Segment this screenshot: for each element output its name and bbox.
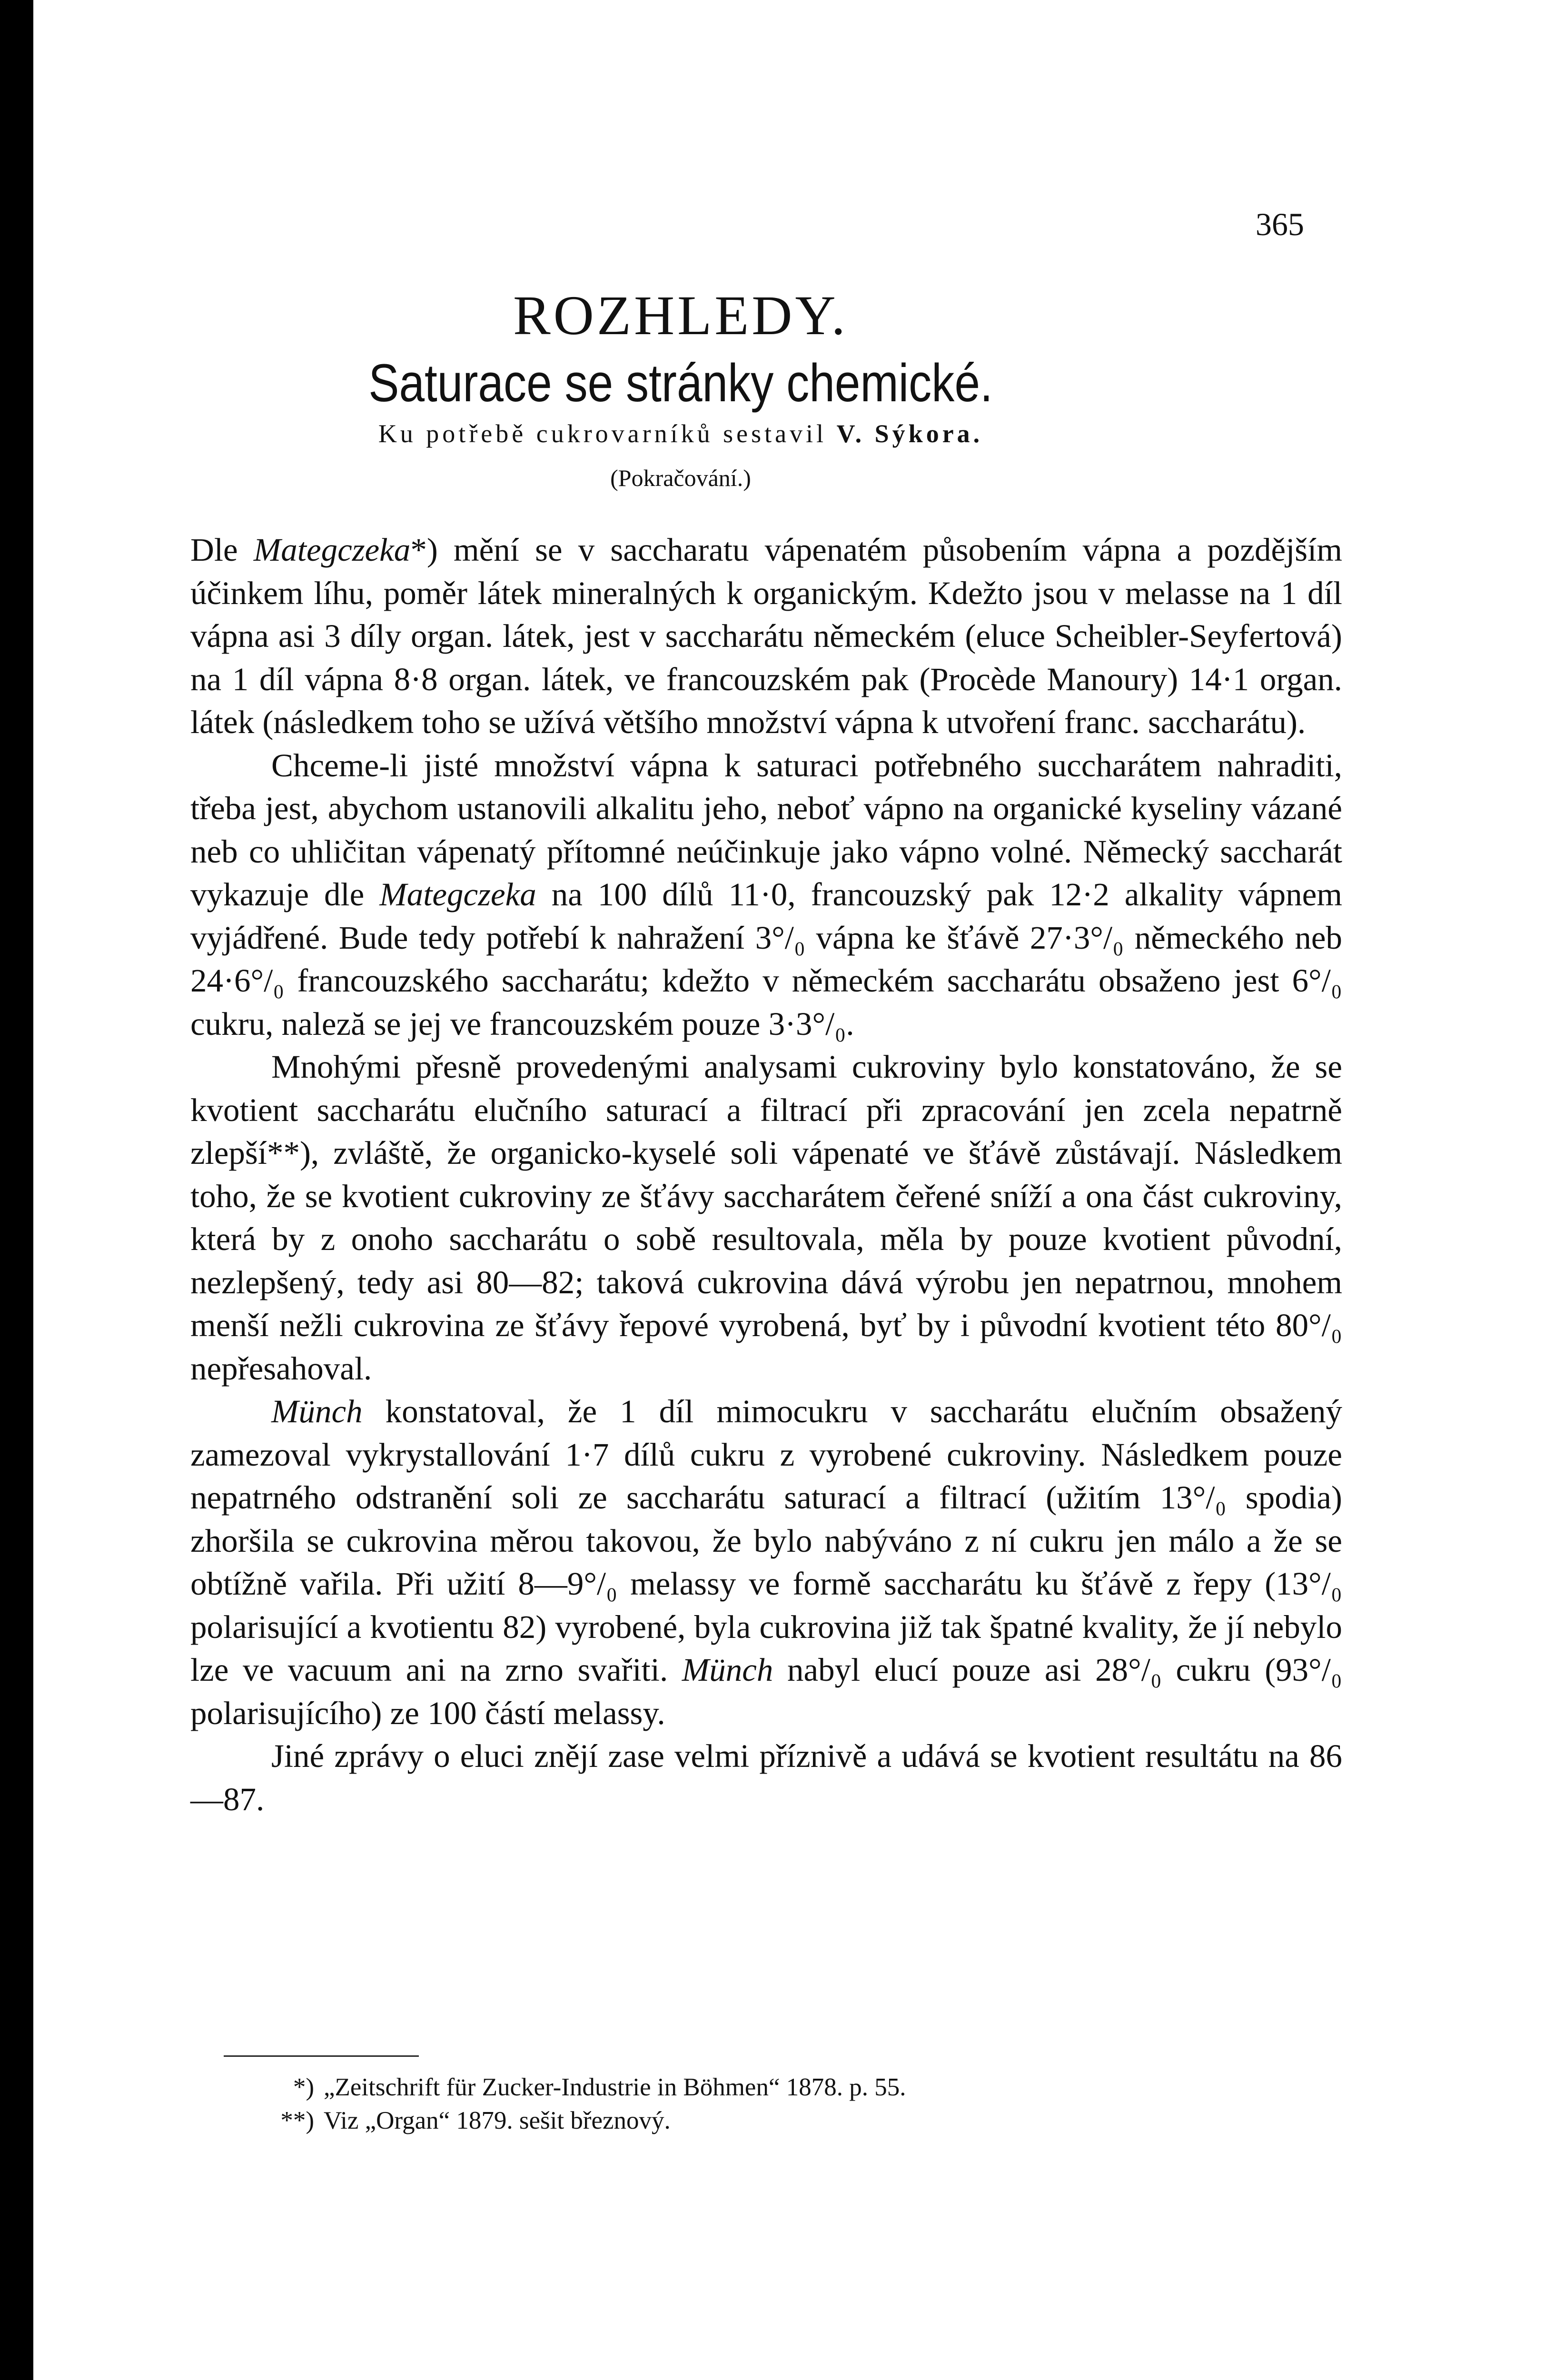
- paragraph: [190, 1045, 1342, 1390]
- text-run: nabyl elucí pouze asi 28°/₀ cukru (93°/₀ polarisujícího) ze 100 částí melassy.: [190, 1652, 1342, 1731]
- italic-name: Mategczeka: [253, 532, 411, 568]
- footnote: [252, 2071, 1252, 2104]
- article-title: Saturace se stránky chemické.: [368, 353, 993, 413]
- text-run: Jiné zprávy o eluci znějí zase velmi příznivě a udává se kvotient resultátu na 86—87.: [190, 1738, 1342, 1817]
- footnote-text: „Zeitschrift für Zucker-Industrie in Böhmen“ 1878. p. 55.: [324, 2073, 906, 2101]
- italic-name: Münch: [271, 1393, 363, 1429]
- footnotes: [252, 2071, 1252, 2137]
- byline-author: V. Sýkora.: [836, 419, 983, 448]
- paragraph: [190, 744, 1342, 1046]
- footnote-mark: **): [280, 2107, 314, 2134]
- document-page: [33, 0, 1554, 2380]
- italic-name: Münch: [682, 1652, 773, 1688]
- text-run: *) mění se v saccharatu vápenatém působením vápna a pozdějším účinkem líhu, poměr látek mineralných k organickým. Kdežto jsou v melasse na 1 díl vápna asi 3 díly organ. látek, jest v saccharátu německém (eluce Scheibler-Seyfertová) na 1 díl vápna 8·8 organ. látek, ve francouzském pak (Procède Manoury) 14·1 organ. látek (následkem toho se užívá většího množství vápna k utvoření franc. saccharátu).: [190, 532, 1342, 740]
- footnote-mark: *): [293, 2073, 314, 2101]
- page-number: 365: [1256, 206, 1304, 242]
- continued-note: (Pokračování.): [610, 465, 751, 491]
- footnote: [252, 2104, 1252, 2137]
- text-run: konstatoval, že 1 díl mimocukru v saccharátu elučním obsažený zamezoval vykrystallování 1·7 dílů cukru z vyrobené cukroviny. Následkem pouze nepatrného odstranění soli ze saccharátu saturací a filtrací (užitím 13°/₀ spodia) zhoršila se cukrovina měrou takovou, že bylo nabýváno z ní cukru jen málo a že se obtížně vařila. Při užití 8—9°/₀ melassy ve formě saccharátu ku šťávě z řepy (13°/₀ polarisující a kvotientu 82) vyrobené, byla cukrovina již tak špatné kvality, že jí nebylo lze ve vacuum ani na zrno svařiti.: [190, 1393, 1342, 1688]
- article-body: [190, 528, 1342, 1821]
- text-run: Chceme-li jisté množství vápna k saturaci potřebného succharátem nahraditi, třeba jest, abychom ustanovili alkalitu jeho, neboť vápno na organické kyseliny vázané neb co uhličitan vápenatý přítomné neúčinkuje jako vápno volné. Německý saccharát vykazuje dle: [190, 747, 1342, 912]
- byline-prefix: Ku potřebě cukrovarníků sestavil: [378, 419, 827, 448]
- paragraph: [190, 1735, 1342, 1821]
- footnote-text: Viz „Organ“ 1879. sešit březnový.: [324, 2107, 671, 2134]
- paragraph: [190, 1390, 1342, 1735]
- scan-edge: [0, 0, 33, 2380]
- footnote-rule: [224, 2055, 419, 2057]
- paragraph: [190, 528, 1342, 744]
- text-run: Mnohými přesně provedenými analysami cukroviny bylo konstatováno, že se kvotient saccharátu elučního saturací a filtrací při zpracování jen zcela nepatrně zlepší**), zvláště, že organicko-kyselé soli vápenaté ve šťávě zůstávají. Následkem toho, že se kvotient cukroviny ze šťávy saccharátem čeřené sníží a ona část cukroviny, která by z onoho saccharátu o sobě resultovala, měla by pouze kvotient původní, nezlepšený, tedy asi 80—82; taková cukrovina dává výrobu jen nepatrnou, mnohem menší nežli cukrovina ze šťávy řepové vyrobená, byť by i původní kvotient této 80°/₀ nepřesahoval.: [190, 1049, 1342, 1387]
- italic-name: Mategczeka: [379, 876, 536, 912]
- text-run: Dle: [190, 532, 254, 568]
- section-title: ROZHLEDY.: [513, 284, 849, 347]
- text-run: na 100 dílů 11·0, francouzský pak 12·2 alkality vápnem vyjádřené. Bude tedy potřebí k nahražení 3°/₀ vápna ke šťávě 27·3°/₀ německého neb 24·6°/₀ francouzského saccharátu; kdežto v německém saccharátu obsaženo jest 6°/₀ cukru, naleză se jej ve francouzském pouze 3·3°/₀.: [190, 876, 1342, 1042]
- byline: [33, 419, 1328, 448]
